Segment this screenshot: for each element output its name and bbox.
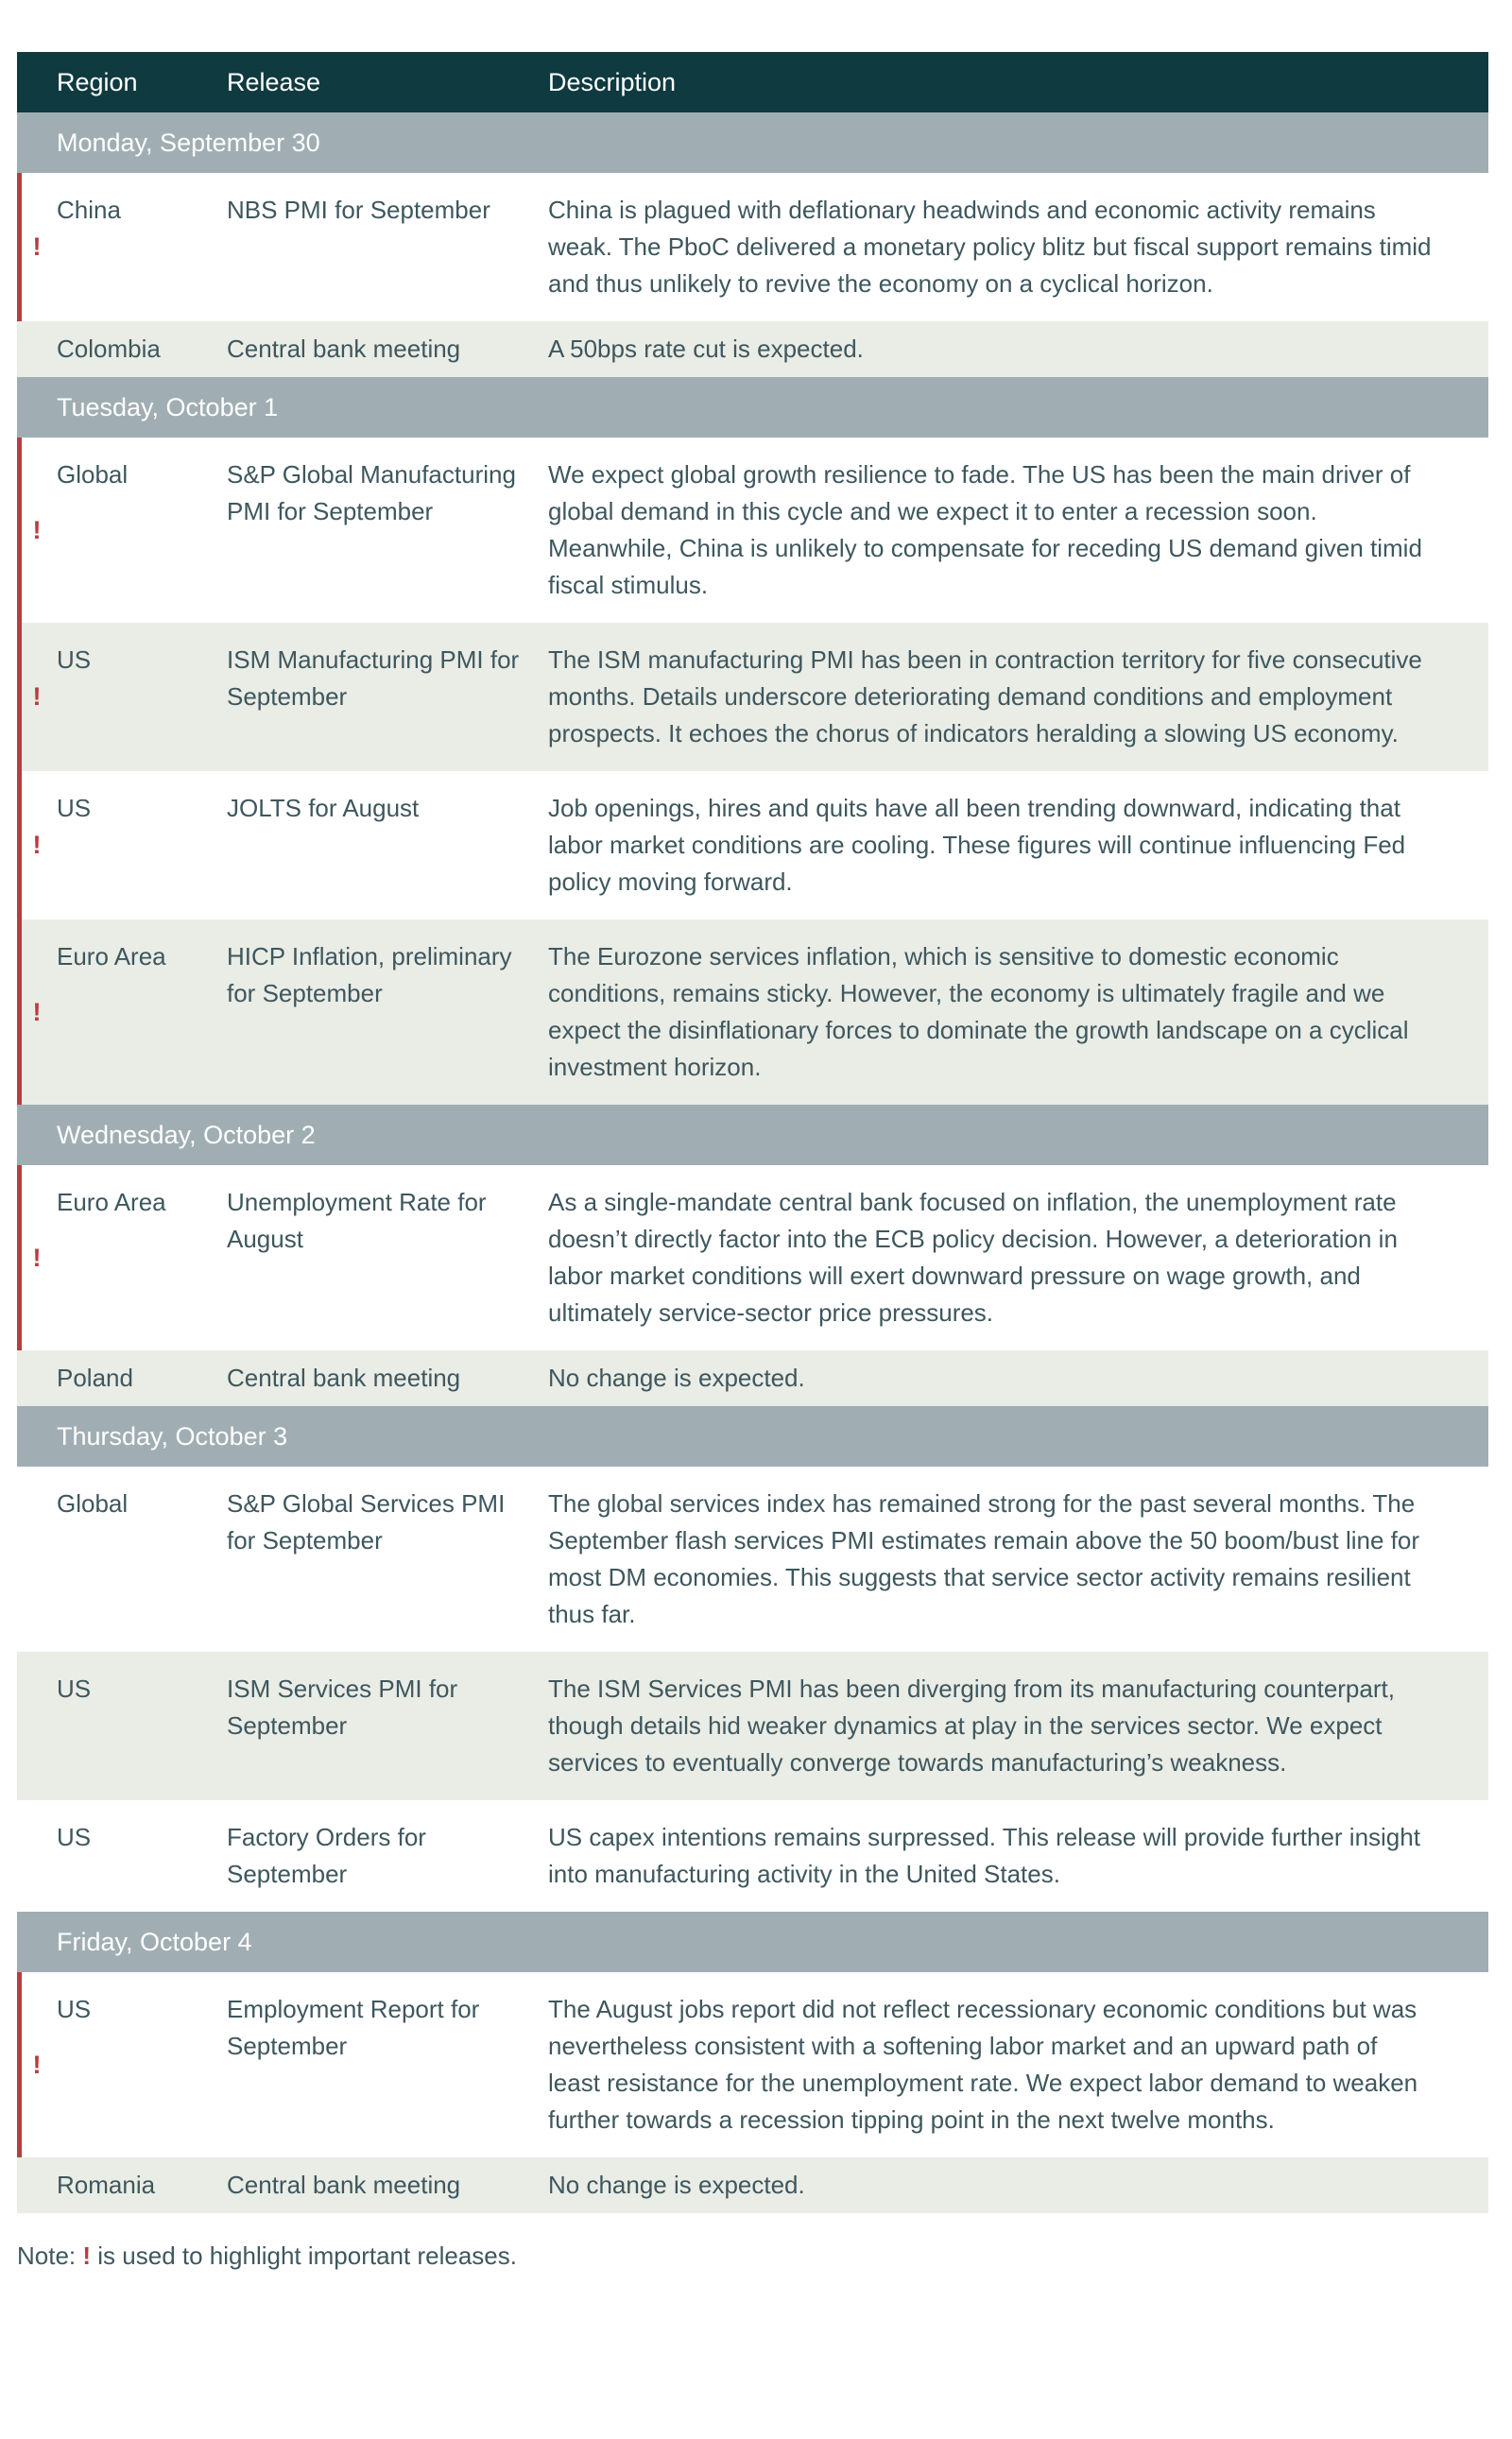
important-marker: !: [32, 1243, 42, 1272]
description-cell: China is plagued with deflationary headwinds and economic activity remains weak. The PboC delivered a monetary policy blitz but fiscal support remains timid and thus unlikely to revive the economy on a cyclical horizon.: [548, 196, 1432, 298]
day-rows: [17, 1467, 1488, 1912]
description-cell: The ISM Services PMI has been diverging from its manufacturing counterpart, though details hid weaker dynamics at play in the services sector. We expect services to eventually converge towards manufacturing’s weakness.: [548, 1675, 1395, 1777]
day-band: [17, 377, 1488, 438]
importance-bar: [17, 173, 22, 321]
day-band: [17, 1105, 1488, 1165]
table-row: [17, 623, 1488, 771]
region-cell: Global: [57, 1489, 129, 1518]
table-row: [17, 1350, 1488, 1406]
release-cell: S&P Global Manufacturing PMI for September: [227, 460, 516, 525]
table-row: [17, 771, 1488, 919]
table-row: [17, 1467, 1488, 1652]
day-group: [17, 377, 1488, 1105]
important-marker: !: [32, 682, 42, 711]
description-cell: The ISM manufacturing PMI has been in contraction territory for five consecutive months. Details underscore deteriorating demand conditions and employment prospects. It echoes the chorus of indicators heralding a slowing US economy.: [548, 645, 1422, 747]
description-cell: A 50bps rate cut is expected.: [548, 335, 864, 363]
day-rows: [17, 438, 1488, 1105]
description-cell: As a single-mandate central bank focused on inflation, the unemployment rate doesn’t directly factor into the ECB policy decision. However, a deterioration in labor market conditions will exert downward pressure on wage growth, and ultimately service-sector price pressures.: [548, 1188, 1398, 1327]
day-band: [17, 112, 1488, 173]
day-rows: [17, 173, 1488, 377]
description-cell: The August jobs report did not reflect recessionary economic conditions but was nevertheless consistent with a softening labor market and an upward path of least resistance for the unemployment rate. We expect labor demand to weaken further towards a recession tipping point in the next twelve months.: [548, 1995, 1418, 2134]
column-header-region: Region: [57, 67, 138, 96]
table-row: [17, 438, 1488, 623]
day-band-label: Wednesday, October 2: [57, 1120, 316, 1149]
important-marker: !: [32, 831, 42, 859]
day-band-label: Friday, October 4: [57, 1927, 252, 1956]
footnote-prefix: Note:: [17, 2241, 83, 2270]
release-cell: Unemployment Rate for August: [227, 1188, 487, 1253]
footnote: [17, 2238, 1488, 2275]
region-cell: Romania: [57, 2171, 156, 2199]
table-row: [17, 1972, 1488, 2157]
release-cell: Central bank meeting: [227, 1364, 461, 1392]
region-cell: US: [57, 1995, 92, 2023]
table-header: [17, 52, 1488, 112]
importance-bar: [17, 771, 22, 919]
day-band: [17, 1406, 1488, 1467]
release-cell: NBS PMI for September: [227, 196, 490, 224]
description-cell: No change is expected.: [548, 1364, 805, 1392]
day-band: [17, 1912, 1488, 1972]
region-cell: China: [57, 196, 121, 224]
release-cell: S&P Global Services PMI for September: [227, 1489, 506, 1554]
calendar-table: [17, 52, 1488, 2213]
region-cell: US: [57, 1823, 92, 1851]
region-cell: US: [57, 1675, 92, 1703]
description-cell: We expect global growth resilience to fade. The US has been the main driver of global demand in this cycle and we expect it to enter a recession soon. Meanwhile, China is unlikely to compensate for receding US demand given timid fiscal stimulus.: [548, 460, 1422, 599]
important-marker: !: [32, 232, 42, 261]
region-cell: Poland: [57, 1364, 133, 1392]
region-cell: Global: [57, 460, 129, 489]
region-cell: Euro Area: [57, 1188, 166, 1216]
release-cell: HICP Inflation, preliminary for September: [227, 942, 512, 1007]
table-row: [17, 1652, 1488, 1800]
release-cell: JOLTS for August: [227, 794, 420, 822]
day-rows: [17, 1972, 1488, 2213]
region-cell: Colombia: [57, 335, 161, 363]
release-cell: Factory Orders for September: [227, 1823, 426, 1888]
day-group: [17, 1406, 1488, 1912]
day-group: [17, 112, 1488, 377]
day-rows: [17, 1165, 1488, 1406]
release-cell: ISM Manufacturing PMI for September: [227, 645, 520, 711]
column-header-release: Release: [227, 67, 321, 96]
release-cell: ISM Services PMI for September: [227, 1675, 458, 1740]
table-row: [17, 321, 1488, 377]
description-cell: No change is expected.: [548, 2171, 805, 2199]
day-band-label: Tuesday, October 1: [57, 392, 279, 421]
importance-bar: [17, 438, 22, 623]
table-row: [17, 2157, 1488, 2213]
description-cell: US capex intentions remains surpressed. This release will provide further insight into manufacturing activity in the United States.: [548, 1823, 1420, 1888]
day-group: [17, 1912, 1488, 2213]
footnote-important-marker: !: [82, 2241, 92, 2270]
importance-bar: [17, 919, 22, 1105]
table-row: [17, 173, 1488, 321]
release-cell: Central bank meeting: [227, 335, 461, 363]
importance-bar: [17, 623, 22, 771]
important-marker: !: [32, 997, 42, 1026]
region-cell: US: [57, 645, 92, 674]
release-cell: Central bank meeting: [227, 2171, 461, 2199]
release-cell: Employment Report for September: [227, 1995, 480, 2060]
table-row: [17, 1165, 1488, 1350]
region-cell: US: [57, 794, 92, 822]
table-row: [17, 919, 1488, 1105]
column-header-description: Description: [548, 67, 677, 96]
important-marker: !: [32, 2050, 42, 2079]
footnote-text: is used to highlight important releases.: [91, 2241, 517, 2270]
description-cell: Job openings, hires and quits have all been trending downward, indicating that labor market conditions are cooling. These figures will continue influencing Fed policy moving forward.: [548, 794, 1406, 896]
importance-bar: [17, 1972, 22, 2157]
day-band-label: Thursday, October 3: [57, 1421, 288, 1451]
day-band-label: Monday, September 30: [57, 128, 320, 157]
table-body: [17, 112, 1488, 2213]
day-group: [17, 1105, 1488, 1406]
region-cell: Euro Area: [57, 942, 166, 970]
description-cell: The Eurozone services inflation, which is sensitive to domestic economic conditions, remains sticky. However, the economy is ultimately fragile and we expect the disinflationary forces to dominate the growth landscape on a cyclical investment horizon.: [548, 942, 1409, 1081]
important-marker: !: [32, 515, 42, 544]
table-row: [17, 1800, 1488, 1912]
importance-bar: [17, 1165, 22, 1350]
description-cell: The global services index has remained strong for the past several months. The September flash services PMI estimates remain above the 50 boom/bust line for most DM economies. This suggests that service sector activity remains resilient thus far.: [548, 1489, 1419, 1628]
